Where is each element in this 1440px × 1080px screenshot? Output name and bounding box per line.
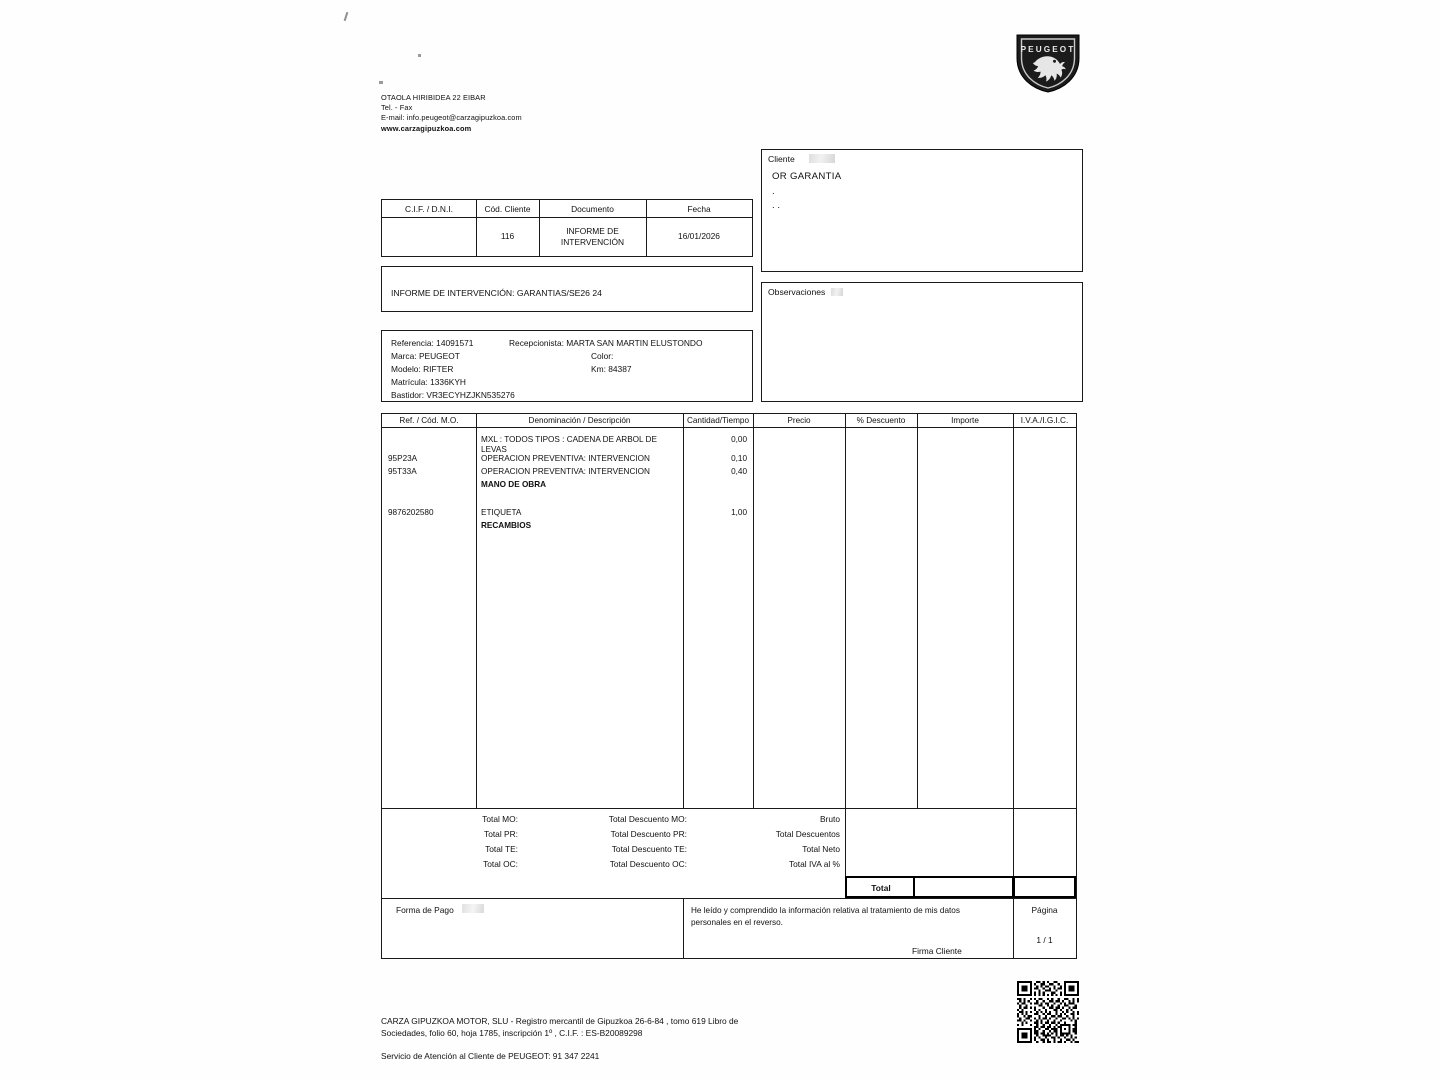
total-neto-label: Total Neto: [802, 844, 840, 854]
items-table: [381, 413, 1077, 959]
company-phone: Tel. - Fax: [381, 103, 413, 113]
footer-col-divider-1: [683, 898, 684, 959]
vehicle-km: [591, 363, 632, 376]
forma-de-pago-label: Forma de Pago: [396, 905, 454, 915]
items-col-divider-qty: [753, 414, 754, 808]
qr-code: [1017, 981, 1079, 1043]
vehicle-color-label: Color:: [591, 351, 614, 361]
vehicle-modelo: [391, 363, 453, 376]
vehicle-km-value: 84387: [608, 364, 632, 374]
vehicle-color: [591, 350, 613, 363]
header-fecha: Fecha: [687, 204, 711, 214]
table-row-group-mano-de-obra: MANO DE OBRA: [481, 480, 547, 489]
total-descuento-oc-label: Total Descuento OC:: [609, 859, 687, 869]
legal-footer-block: [381, 1015, 811, 1062]
vehicle-recepcionista: [509, 337, 702, 350]
table-row-qty: 1,00: [731, 508, 747, 517]
vehicle-modelo-label: Modelo:: [391, 364, 421, 374]
vehicle-matricula-value: 1336KYH: [430, 377, 466, 387]
cliente-redaction-smudge: [809, 154, 835, 163]
table-row-qty: 0,00: [731, 435, 747, 444]
table-row-desc: ETIQUETA: [481, 508, 522, 517]
company-info-block: [381, 93, 761, 134]
doc-info-header-divider: [382, 217, 752, 218]
peugeot-shield-logo: [1013, 32, 1083, 94]
vehicle-matricula: [391, 376, 466, 389]
value-documento-line1: INFORME DE: [566, 226, 619, 236]
header-cod-cliente: Cód. Cliente: [484, 204, 531, 214]
table-row-qty: 0,10: [731, 454, 747, 463]
cliente-city-line: . .: [772, 200, 780, 211]
cliente-address-line: .: [772, 186, 775, 197]
footer-top-divider: [382, 898, 1076, 899]
vehicle-referencia-value: 14091571: [436, 338, 474, 348]
table-row-desc-cont: LEVAS: [481, 445, 507, 454]
vehicle-referencia: [391, 337, 473, 350]
total-pr-label: Total PR:: [484, 829, 518, 839]
vehicle-referencia-label: Referencia:: [391, 338, 434, 348]
scan-speck: [379, 81, 383, 84]
observaciones-label: Observaciones: [768, 287, 826, 297]
cliente-name: OR GARANTIA: [772, 171, 842, 182]
consent-text: He leído y comprendido la información relativa al tratamiento de mis datos personales en el reverso.: [691, 906, 960, 927]
total-iva-label: Total IVA al %: [788, 859, 840, 869]
vehicle-details-box: [381, 330, 753, 402]
items-header-iva: I.V.A./I.G.I.C.: [1020, 416, 1069, 425]
total-descuento-mo-label: Total Descuento MO:: [608, 814, 687, 824]
company-email: E-mail: info.peugeot@carzagipuzkoa.com: [381, 113, 522, 123]
cliente-box: [761, 149, 1083, 272]
table-row-ref: 95T33A: [388, 467, 417, 476]
total-mo-label: Total MO:: [482, 814, 518, 824]
forma-de-pago-redaction-smudge: [462, 904, 484, 913]
informe-intervencion-text: INFORME DE INTERVENCIÓN: GARANTIAS/SE26 24: [391, 288, 602, 298]
total-oc-label: Total OC:: [483, 859, 518, 869]
vehicle-recepcionista-label: Recepcionista:: [509, 338, 564, 348]
items-col-divider-descuento: [917, 414, 918, 808]
value-documento: [539, 226, 646, 247]
items-header-divider: [382, 427, 1076, 428]
table-row-group-recambios: RECAMBIOS: [481, 521, 532, 530]
items-header-denominacion: Denominación / Descripción: [528, 416, 631, 425]
svg-text:PEUGEOT: PEUGEOT: [1020, 45, 1076, 54]
vehicle-marca-label: Marca:: [391, 351, 417, 361]
total-label: Total: [871, 883, 891, 893]
table-row-qty: 0,40: [731, 467, 747, 476]
bruto-label: Bruto: [819, 814, 840, 824]
scan-speck: [418, 54, 421, 57]
document-info-table: [381, 199, 753, 257]
company-address: OTAOLA HIRIBIDEA 22 EIBAR: [381, 93, 486, 102]
table-row-ref: 9876202580: [388, 508, 434, 517]
items-col-divider-ref: [476, 414, 477, 808]
scan-speck: [344, 12, 349, 21]
items-header-importe: Importe: [951, 416, 979, 425]
total-descuento-te-label: Total Descuento TE:: [611, 844, 687, 854]
pagina-value: 1 / 1: [1036, 935, 1053, 945]
items-col-divider-importe: [1013, 414, 1014, 808]
total-iva-row-box: [1013, 876, 1076, 898]
table-row-desc: MXL : TODOS TIPOS : CADENA DE ARBOL DE: [481, 435, 657, 444]
company-website: www.carzagipuzkoa.com: [381, 123, 472, 133]
table-row-desc: OPERACION PREVENTIVA: INTERVENCION: [481, 454, 650, 463]
items-header-descuento: % Descuento: [856, 416, 906, 425]
items-header-ref: Ref. / Cód. M.O.: [399, 416, 459, 425]
total-inner-divider: [913, 876, 915, 898]
vehicle-marca-value: PEUGEOT: [418, 351, 460, 361]
observaciones-box: [761, 282, 1083, 402]
pagina-label: Página: [1031, 905, 1058, 915]
items-col-divider-precio: [845, 414, 846, 808]
header-documento: Documento: [571, 204, 614, 214]
legal-line-2: Sociedades, folio 60, hoja 1785, inscripción 1º , C.I.F. : ES-B20089298: [381, 1028, 643, 1038]
total-descuentos-label: Total Descuentos: [775, 829, 840, 839]
legal-line-3: Servicio de Atención al Cliente de PEUGEOT: 91 347 2241: [381, 1051, 600, 1061]
informe-intervencion-box: [381, 266, 753, 312]
total-descuento-pr-label: Total Descuento PR:: [610, 829, 687, 839]
table-row-desc: OPERACION PREVENTIVA: INTERVENCION: [481, 467, 650, 476]
vehicle-bastidor: [391, 389, 515, 402]
vehicle-modelo-value: RIFTER: [423, 364, 454, 374]
items-header-cantidad: Cantidad/Tiempo: [686, 416, 750, 425]
vehicle-bastidor-label: Bastidor:: [391, 390, 425, 400]
cliente-label: Cliente: [768, 154, 795, 164]
vehicle-bastidor-value: VR3ECYHZJKN535276: [426, 390, 515, 400]
observaciones-redaction-smudge: [831, 288, 843, 296]
legal-line-1: CARZA GIPUZKOA MOTOR, SLU - Registro mercantil de Gipuzkoa 26-6-84 , tomo 619 Libro de: [381, 1016, 739, 1026]
table-row-ref: 95P23A: [388, 454, 418, 463]
items-header-precio: Precio: [787, 416, 811, 425]
firma-cliente-label: Firma Cliente: [912, 946, 962, 956]
value-documento-line2: INTERVENCIÓN: [560, 236, 625, 247]
header-cif-dni: C.I.F. / D.N.I.: [405, 204, 453, 214]
vehicle-marca: [391, 350, 460, 363]
total-te-label: Total TE:: [485, 844, 518, 854]
totals-top-divider: [382, 808, 1076, 809]
value-cod-cliente: 116: [500, 231, 515, 241]
value-fecha: 16/01/2026: [678, 231, 720, 241]
vehicle-km-label: Km:: [591, 364, 606, 374]
vehicle-recepcionista-value: MARTA SAN MARTIN ELUSTONDO: [566, 338, 703, 348]
vehicle-matricula-label: Matrícula:: [391, 377, 428, 387]
